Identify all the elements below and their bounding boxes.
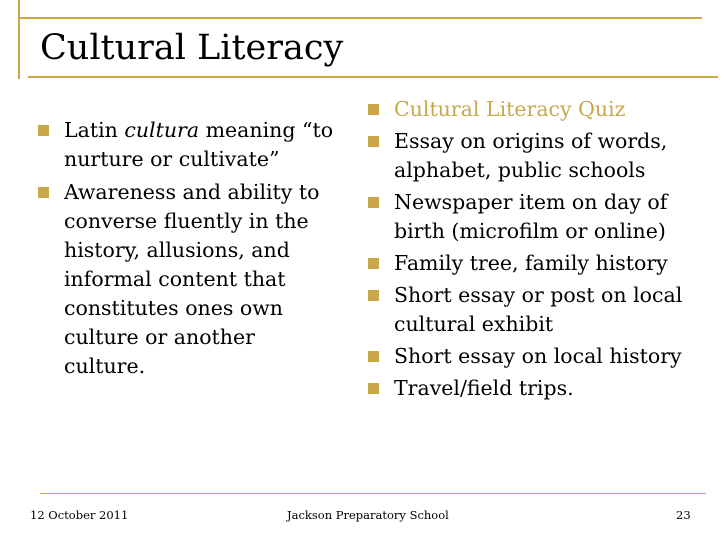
bullet-text-segment: Latin: [64, 118, 125, 142]
list-item: [366, 188, 711, 246]
right-bullet-list: [366, 95, 711, 406]
bullet-text: Family tree, family history: [394, 251, 668, 275]
square-bullet-icon: [38, 125, 49, 136]
square-bullet-icon: [368, 383, 379, 394]
slide-title: Cultural Literacy: [40, 28, 344, 68]
list-item: [366, 281, 711, 339]
bullet-text: Newspaper item on day of birth (microfilm or online): [394, 190, 668, 243]
square-bullet-icon: [38, 187, 49, 198]
square-bullet-icon: [368, 351, 379, 362]
square-bullet-icon: [368, 258, 379, 269]
list-item: [366, 95, 711, 124]
list-item: [36, 116, 340, 174]
list-item: [366, 374, 711, 403]
bullet-text: Cultural Literacy Quiz: [394, 97, 626, 121]
footer-rule: [40, 493, 706, 494]
footer-date: 12 October 2011: [30, 508, 129, 522]
square-bullet-icon: [368, 104, 379, 115]
footer-school-name: Jackson Preparatory School: [287, 508, 449, 522]
square-bullet-icon: [368, 197, 379, 208]
bullet-text-italic: cultura: [124, 118, 200, 142]
list-item: [366, 249, 711, 278]
bullet-text: Short essay or post on local cultural exhibit: [394, 283, 683, 336]
list-item: [36, 178, 340, 381]
square-bullet-icon: [368, 136, 379, 147]
bullet-text: Short essay on local history: [394, 344, 682, 368]
bullet-text: Travel/field trips.: [394, 376, 574, 400]
top-decorative-rule: [18, 17, 702, 19]
bullet-text: Essay on origins of words, alphabet, public schools: [394, 129, 668, 182]
title-underline: [28, 76, 718, 78]
bullet-text-segment: Awareness and ability to converse fluently in the history, allusions, and informal content that constitutes ones own culture or another culture.: [64, 180, 320, 378]
bullet-text-segment: meaning “to nurture or cultivate”: [64, 118, 334, 171]
slide-number: 23: [676, 508, 691, 522]
left-decorative-rule: [18, 0, 20, 79]
list-item: [366, 127, 711, 185]
list-item: [366, 342, 711, 371]
left-bullet-list: [36, 116, 340, 385]
square-bullet-icon: [368, 290, 379, 301]
